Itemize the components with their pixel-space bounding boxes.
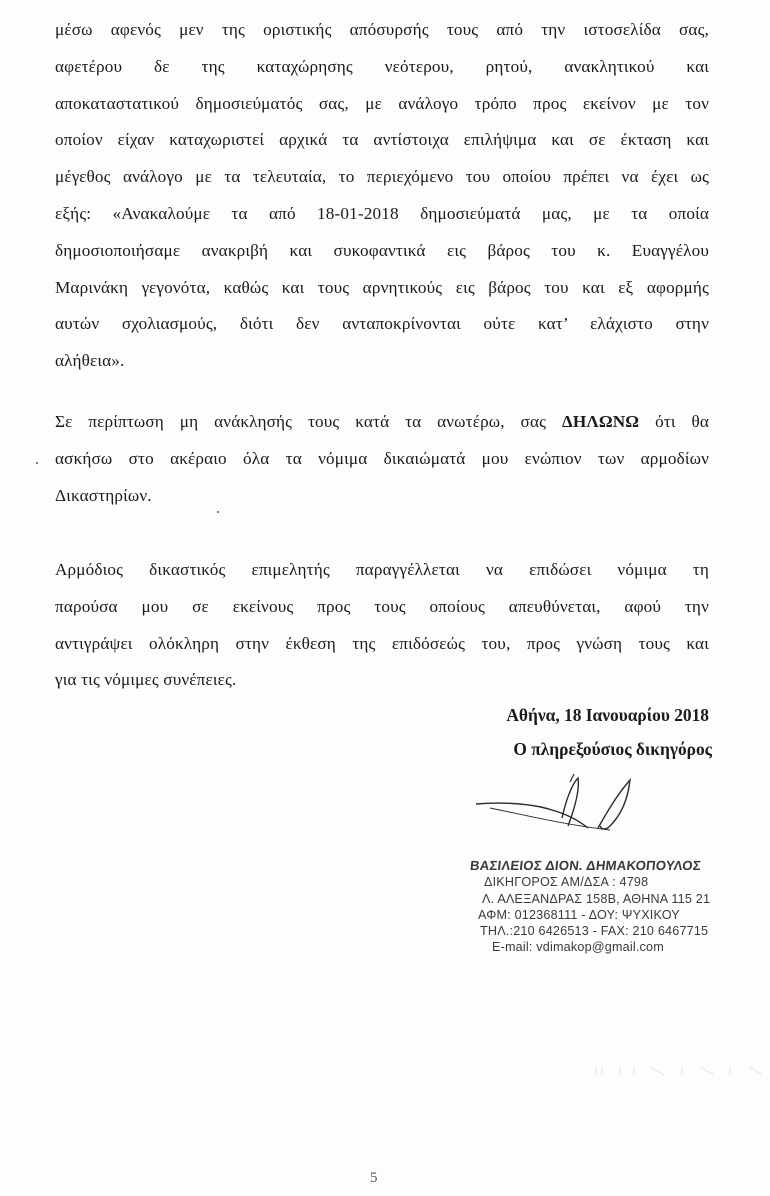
text-line: μέσω αφενός μεν της οριστικής απόσυρσής τους από την ιστοσελίδα σας, <box>55 20 709 39</box>
text-line: αλήθεια». <box>55 351 125 371</box>
declare-emphasis: ΔΗΛΩΝΩ <box>561 412 640 431</box>
text-line: Δικαστηρίων. <box>55 485 152 505</box>
text-line: αποκαταστατικού δημοσιεύματός σας, με ανάλογο τρόπο προς εκείνον με τον <box>55 93 709 113</box>
signatory-title: Ο πληρεξούσιος δικηγόρος <box>513 739 712 759</box>
place-date: Αθήνα, 18 Ιανουαρίου 2018 <box>506 705 709 725</box>
stamp-email: E-mail: vdimakop@gmail.com <box>492 940 664 955</box>
stamp-name: ΒΑΣΙΛΕΙΟΣ ΔΙΟΝ. ΔΗΜΑΚΟΠΟΥΛΟΣ <box>469 858 702 873</box>
text-line: αντιγράψει ολόκληρη στην έκθεση της επιδόσεώς του, προς γνώση τους και <box>55 633 709 653</box>
text-line: αφετέρου δε της καταχώρησης νεότερου, ρητού, ανακλητικού και <box>55 56 709 76</box>
text-fragment: ότι θα <box>655 412 710 431</box>
text-line: Αρμόδιος δικαστικός επιμελητής παραγγέλλεται να επιδώσει νόμιμα τη <box>55 560 709 579</box>
paragraph-bailiff-instruction <box>55 552 709 699</box>
text-line: παρούσα μου σε εκείνους προς τους οποίους απευθύνεται, αφού την <box>55 596 709 616</box>
text-line: δημοσιοποιήσαμε ανακριβή και συκοφαντικά εις βάρος του κ. Ευαγγέλου <box>55 240 709 260</box>
text-fragment: Σε περίπτωση μη ανάκλησής τους κατά τα ανωτέρω, σας <box>55 412 547 431</box>
text-line: εξής: «Ανακαλούμε τα από 18-01-2018 δημοσιεύματά μας, με τα οποία <box>55 203 709 223</box>
stamp-tax-id: ΑΦΜ: 012368111 - ΔΟΥ: ΨΥΧΙΚΟΥ <box>478 907 680 922</box>
bleed-through-marks <box>590 1063 770 1077</box>
text-line: ασκήσω στο ακέραιο όλα τα νόμιμα δικαιώματά μου ενώπιον των αρμοδίων <box>55 448 709 468</box>
text-line: μέγεθος ανάλογο με τα τελευταία, το περιεχόμενο του οποίου πρέπει να έχει ως <box>55 167 709 187</box>
handwritten-signature <box>470 770 660 840</box>
text-line <box>55 404 709 441</box>
text-line: αυτών σχολιασμούς, διότι δεν ανταποκρίνονται ούτε κατ’ ελάχιστο στην <box>55 314 709 334</box>
speck <box>36 462 38 464</box>
stamp-registration: ΔΙΚΗΓΟΡΟΣ ΑΜ/ΔΣΑ : 4798 <box>484 875 649 890</box>
stamp-phone-fax: ΤΗΛ.:210 6426513 - FAX: 210 6467715 <box>480 924 709 939</box>
page-number: 5 <box>370 1170 378 1186</box>
text-line: για τις νόμιμες συνέπειες. <box>55 670 237 690</box>
text-line: οποίον είχαν καταχωριστεί αρχικά τα αντίστοιχα επιλήψιμα και σε έκταση και <box>55 130 709 150</box>
paragraph-retraction-demand <box>55 12 709 380</box>
paragraph-declaration <box>55 404 709 514</box>
text-line: Μαρινάκη γεγονότα, καθώς και τους αρνητικούς εις βάρος του και εξ αφορμής <box>55 277 709 297</box>
lawyer-stamp <box>470 858 720 956</box>
stamp-address: Λ. ΑΛΕΞΑΝΔΡΑΣ 158Β, ΑΘΗΝΑ 115 21 <box>482 891 711 906</box>
speck <box>217 511 219 513</box>
